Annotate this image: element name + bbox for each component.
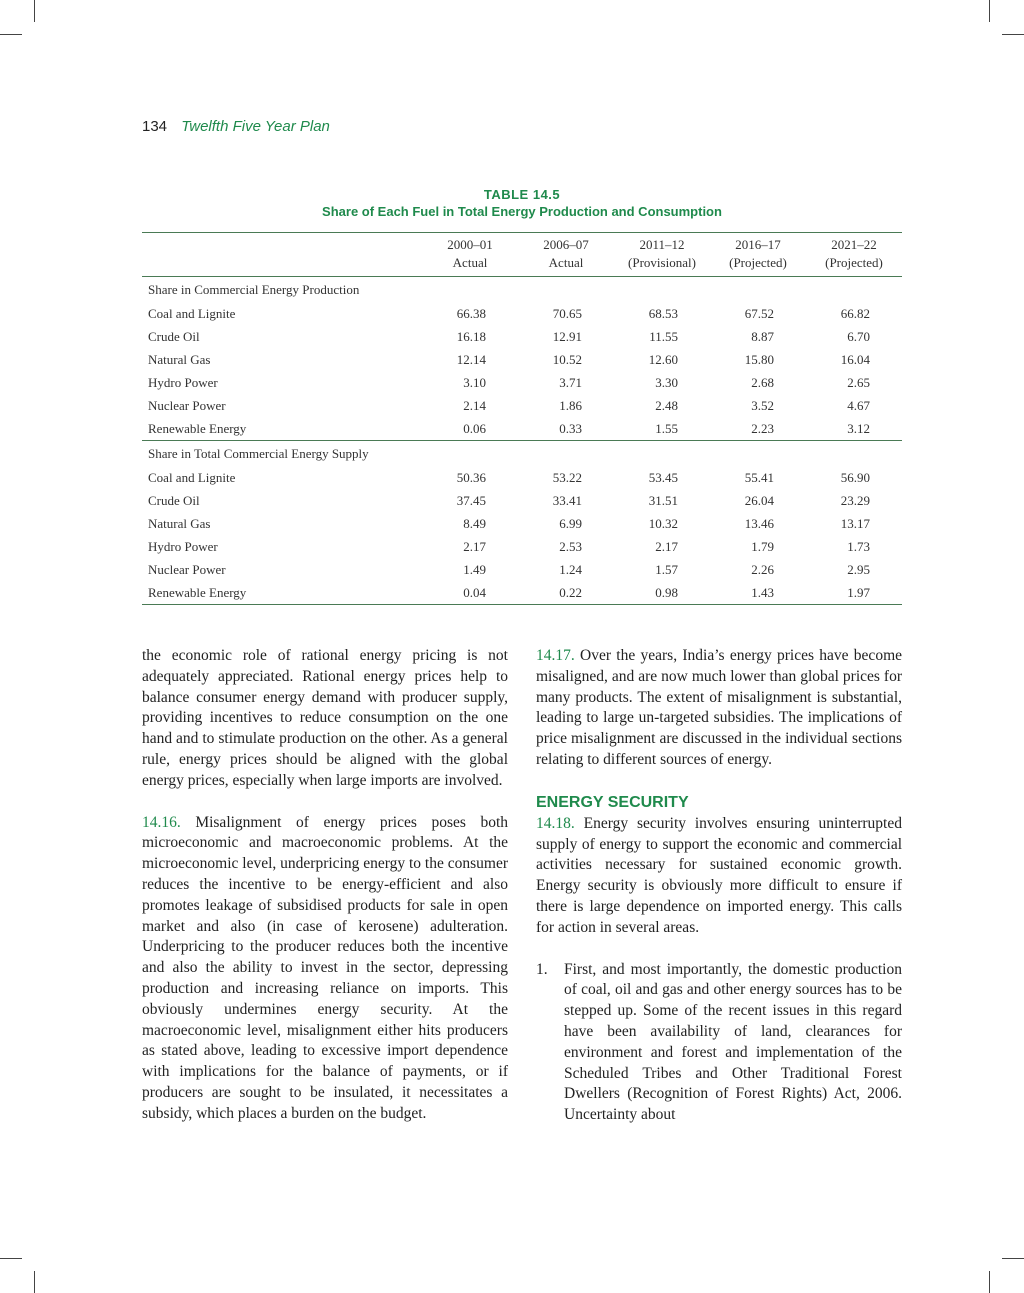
row-label: Hydro Power (148, 538, 218, 554)
left-column (142, 646, 508, 1125)
value-cell: 1.49 (463, 561, 486, 577)
value-cell: 13.46 (744, 515, 774, 531)
value-cell: 2.95 (847, 561, 870, 577)
value-cell: 16.18 (456, 328, 486, 344)
value-cell: 26.04 (744, 492, 774, 508)
table-label: TABLE 14.5 (483, 187, 561, 202)
value-cell: 3.30 (655, 374, 678, 390)
crop-mark (34, 0, 35, 22)
value-cell: 10.52 (552, 351, 582, 367)
value-cell: 12.60 (648, 351, 678, 367)
value-cell: 4.67 (847, 397, 870, 413)
header-col-5: 2021–22 (Projected) (825, 237, 883, 270)
row-label: Coal and Lignite (148, 469, 236, 485)
value-cell: 66.82 (840, 305, 870, 321)
value-cell: 53.45 (648, 469, 678, 485)
paragraph: the economic role of rational energy pricing is not adequately appreciated. Rational energy prices help to balance consumer energy demand with producer supply, providing incentives to reduce consumption on the one hand and to stimulate production on the other. As a general rule, energy prices should be aligned with the global energy prices, especially when large imports are involved. (142, 647, 508, 789)
row-label: Renewable Energy (148, 584, 247, 600)
value-cell: 3.71 (559, 374, 582, 390)
value-cell: 0.33 (559, 420, 582, 436)
table-row (142, 325, 902, 348)
paragraph-14-18: 14.18. Energy security involves ensuring uninterrupted supply of energy to support the economic and commercial activities necessary for sustained economic growth. Energy security is obviously more difficult to ensure if there is large dependence on imported energy. This calls for action in several areas. (536, 814, 902, 936)
section-heading-row (142, 441, 902, 467)
crop-mark (1002, 34, 1024, 35)
value-cell: 15.80 (744, 351, 774, 367)
section-heading-row (142, 277, 902, 303)
row-label: Hydro Power (148, 374, 218, 390)
table-row (142, 394, 902, 417)
paragraph-14-17: 14.17. Over the years, India’s energy prices have become misaligned, and are now much lower than global prices for many products. The extent of misalignment is substantial, leading to large un-targeted subsidies. The implications of price misalignment are discussed in the individual sections relating to different sources of energy. (536, 647, 902, 768)
row-label: Natural Gas (148, 515, 211, 531)
table-row (142, 348, 902, 371)
value-cell: 31.51 (648, 492, 678, 508)
crop-mark (0, 1258, 22, 1259)
list-item (536, 960, 902, 1126)
table-row (142, 581, 902, 605)
value-cell: 2.65 (847, 374, 870, 390)
value-cell: 11.55 (649, 328, 678, 344)
crop-mark (989, 1271, 990, 1293)
list-marker: 1. (536, 960, 548, 978)
value-cell: 55.41 (744, 469, 774, 485)
value-cell: 2.68 (751, 374, 774, 390)
table-row (142, 371, 902, 394)
value-cell: 2.17 (463, 538, 486, 554)
row-label: Natural Gas (148, 351, 211, 367)
row-label: Crude Oil (148, 492, 200, 508)
value-cell: 2.14 (463, 397, 486, 413)
paragraph-number: 14.18. (536, 814, 575, 832)
table-row (142, 302, 902, 325)
value-cell: 6.99 (559, 515, 582, 531)
value-cell: 1.43 (751, 584, 774, 600)
header-label-cell (142, 233, 422, 277)
value-cell: 56.90 (840, 469, 870, 485)
value-cell: 1.55 (655, 420, 678, 436)
value-cell: 1.24 (559, 561, 582, 577)
section-heading-cell: Share in Total Commercial Energy Supply (148, 445, 369, 461)
value-cell: 0.06 (463, 420, 486, 436)
crop-mark (34, 1271, 35, 1293)
value-cell: 13.17 (840, 515, 870, 531)
value-cell: 50.36 (456, 469, 486, 485)
crop-mark (1002, 1258, 1024, 1259)
value-cell: 8.49 (463, 515, 486, 531)
value-cell: 70.65 (552, 305, 582, 321)
paragraph-number: 14.17. (536, 647, 575, 664)
value-cell: 33.41 (552, 492, 582, 508)
list-item-text: First, and most importantly, the domestic production of coal, oil and gas and other energy sources has to be stepped up. Some of the recent issues in this regard have been availability of land, clearances for environment and forest and implementation of the Scheduled Tribes and Other Traditional Forest Dwellers (Recognition of Forest Rights) Act, 2006. Uncertainty about (564, 960, 902, 1124)
row-label: Coal and Lignite (148, 305, 236, 321)
table-header-row (142, 233, 902, 277)
table-title: Share of Each Fuel in Total Energy Production and Consumption (322, 204, 722, 219)
table-row (142, 489, 902, 512)
value-cell: 53.22 (552, 469, 582, 485)
header-col-1: 2000–01 Actual (447, 237, 493, 270)
value-cell: 2.48 (655, 397, 678, 413)
table-row (142, 512, 902, 535)
value-cell: 0.22 (559, 584, 582, 600)
page-header (142, 118, 330, 135)
value-cell: 3.52 (751, 397, 774, 413)
table-caption (142, 186, 902, 220)
table-row (142, 417, 902, 441)
value-cell: 6.70 (847, 328, 870, 344)
value-cell: 0.04 (463, 584, 486, 600)
value-cell: 23.29 (840, 492, 870, 508)
value-cell: 3.12 (847, 420, 870, 436)
table-row (142, 558, 902, 581)
value-cell: 16.04 (840, 351, 870, 367)
value-cell: 1.73 (847, 538, 870, 554)
table-row (142, 466, 902, 489)
value-cell: 2.26 (751, 561, 774, 577)
header-col-3: 2011–12 (Provisional) (628, 237, 696, 270)
value-cell: 2.23 (751, 420, 774, 436)
value-cell: 1.97 (847, 584, 870, 600)
value-cell: 67.52 (744, 305, 774, 321)
production-section (142, 277, 902, 441)
value-cell: 8.87 (751, 328, 774, 344)
value-cell: 1.79 (751, 538, 774, 554)
value-cell: 68.53 (648, 305, 678, 321)
energy-share-table (142, 232, 902, 605)
value-cell: 12.14 (456, 351, 486, 367)
row-label: Renewable Energy (148, 420, 247, 436)
value-cell: 1.86 (559, 397, 582, 413)
table-row (142, 535, 902, 558)
value-cell: 2.17 (655, 538, 678, 554)
value-cell: 1.57 (655, 561, 678, 577)
value-cell: 66.38 (456, 305, 486, 321)
row-label: Crude Oil (148, 328, 200, 344)
section-heading: ENERGY SECURITY (536, 793, 689, 811)
crop-mark (0, 34, 22, 35)
paragraph-14-16: 14.16. Misalignment of energy prices poses both microeconomic and macroeconomic problems. At the microeconomic level, underpricing energy to the consumer reduces the incentive to be energy-efficient and also promotes leakage of subsidised products for sale in open market and also (in case of kerosene) adulteration. Underpricing to the producer reduces both the incentive and also the ability to invest in the sector, depressing production and increasing reliance on imports. This obviously undermines energy security. At the macroeconomic level, misalignment either hits producers as stated above, leading to excessive import dependence with implications for the balance of payments, or if producers are sought to be insulated, it necessitates a subsidy, which places a burden on the budget. (142, 813, 509, 1122)
value-cell: 10.32 (648, 515, 678, 531)
right-column (536, 646, 902, 1126)
value-cell: 2.53 (559, 538, 582, 554)
row-label: Nuclear Power (148, 397, 226, 413)
value-cell: 37.45 (456, 492, 486, 508)
running-title: Twelfth Five Year Plan (181, 118, 330, 135)
value-cell: 12.91 (552, 328, 582, 344)
section-heading-cell: Share in Commercial Energy Production (148, 281, 360, 297)
supply-section (142, 441, 902, 605)
header-col-4: 2016–17 (Projected) (729, 237, 787, 270)
header-col-2: 2006–07 Actual (543, 237, 589, 270)
crop-mark (989, 0, 990, 22)
row-label: Nuclear Power (148, 561, 226, 577)
value-cell: 3.10 (463, 374, 486, 390)
value-cell: 0.98 (655, 584, 678, 600)
page-number: 134 (142, 118, 168, 135)
paragraph-number: 14.16. (142, 813, 181, 831)
